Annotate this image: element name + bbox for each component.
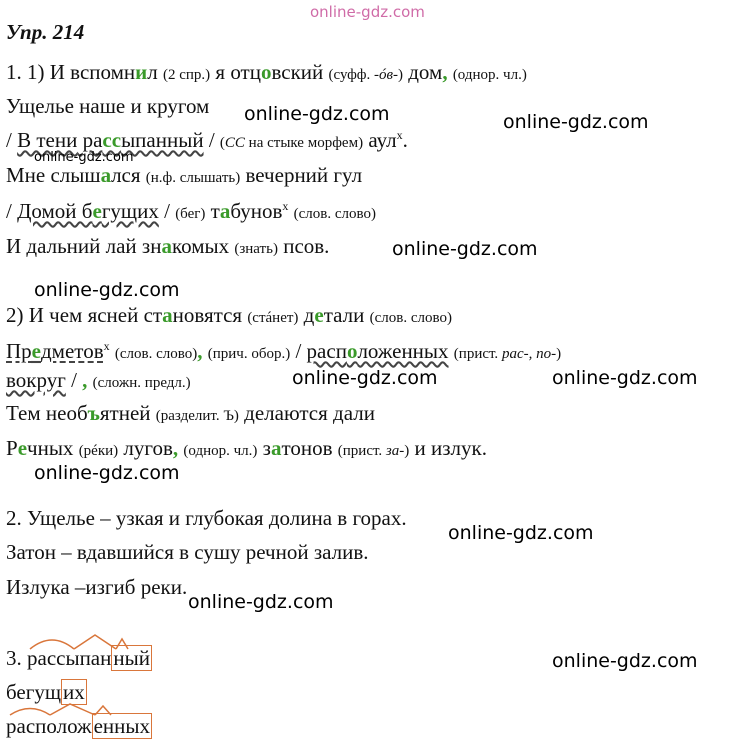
watermark: online-gdz.com bbox=[292, 367, 438, 389]
watermark: online-gdz.com bbox=[552, 367, 698, 389]
line-5: / Домой бегущих / (бег) табунов$^х$ (слов. слово) bbox=[6, 199, 376, 223]
morph-word-1: 3. рассыпанный bbox=[6, 646, 150, 670]
line-7: 2) И чем ясней становятся (стáнет) детали (слов. слово) bbox=[6, 303, 452, 327]
line-8: Предметов$^х$ (слов. слово), (прич. обор.) / расположенных (прист. рас-, по-) bbox=[6, 339, 562, 363]
line-2: Ущелье наше и кругом bbox=[6, 94, 210, 118]
line-1: 1. 1) И вспомнил (2 спр.) я отцовский (суфф. -óв-) дом, (однор. чл.) bbox=[6, 60, 527, 84]
line-3: / В тени рассыпанный / (СС на стыке морфем) аул$^х$. bbox=[6, 128, 408, 152]
line-6: И дальний лай знакомых (знать) псов. bbox=[6, 234, 330, 258]
watermark: online-gdz.com bbox=[392, 238, 538, 260]
watermark: online-gdz.com bbox=[503, 111, 649, 133]
line-11: Речных (рéки) лугов, (однор. чл.) затонов (прист. за-) и излук. bbox=[6, 436, 487, 460]
line-9: вокруг / , (сложн. предл.) bbox=[6, 368, 191, 392]
line-10: Тем необъятней (разделит. Ъ) делаются дали bbox=[6, 401, 375, 425]
watermark: online-gdz.com bbox=[244, 103, 390, 125]
morph-word-3: расположенных bbox=[6, 714, 150, 738]
morph-word-2: бегущих bbox=[6, 680, 85, 704]
definition-bend: Излука –изгиб реки. bbox=[6, 575, 188, 599]
line-4: Мне слышался (н.ф. слышать) вечерний гул bbox=[6, 163, 363, 187]
watermark: online-gdz.com bbox=[34, 462, 180, 484]
definition-backwater: Затон – вдавшийся в сушу речной залив. bbox=[6, 540, 369, 564]
watermark: online-gdz.com bbox=[552, 650, 698, 672]
definition-gorge: 2. Ущелье – узкая и глубокая долина в горах. bbox=[6, 506, 407, 530]
watermark: online-gdz.com bbox=[448, 522, 594, 544]
watermark: online-gdz.com bbox=[34, 279, 180, 301]
watermark: online-gdz.com bbox=[34, 150, 134, 165]
exercise-title: Упр. 214 bbox=[6, 20, 85, 44]
watermark: online-gdz.com bbox=[188, 591, 334, 613]
watermark-top: online-gdz.com bbox=[310, 3, 425, 21]
